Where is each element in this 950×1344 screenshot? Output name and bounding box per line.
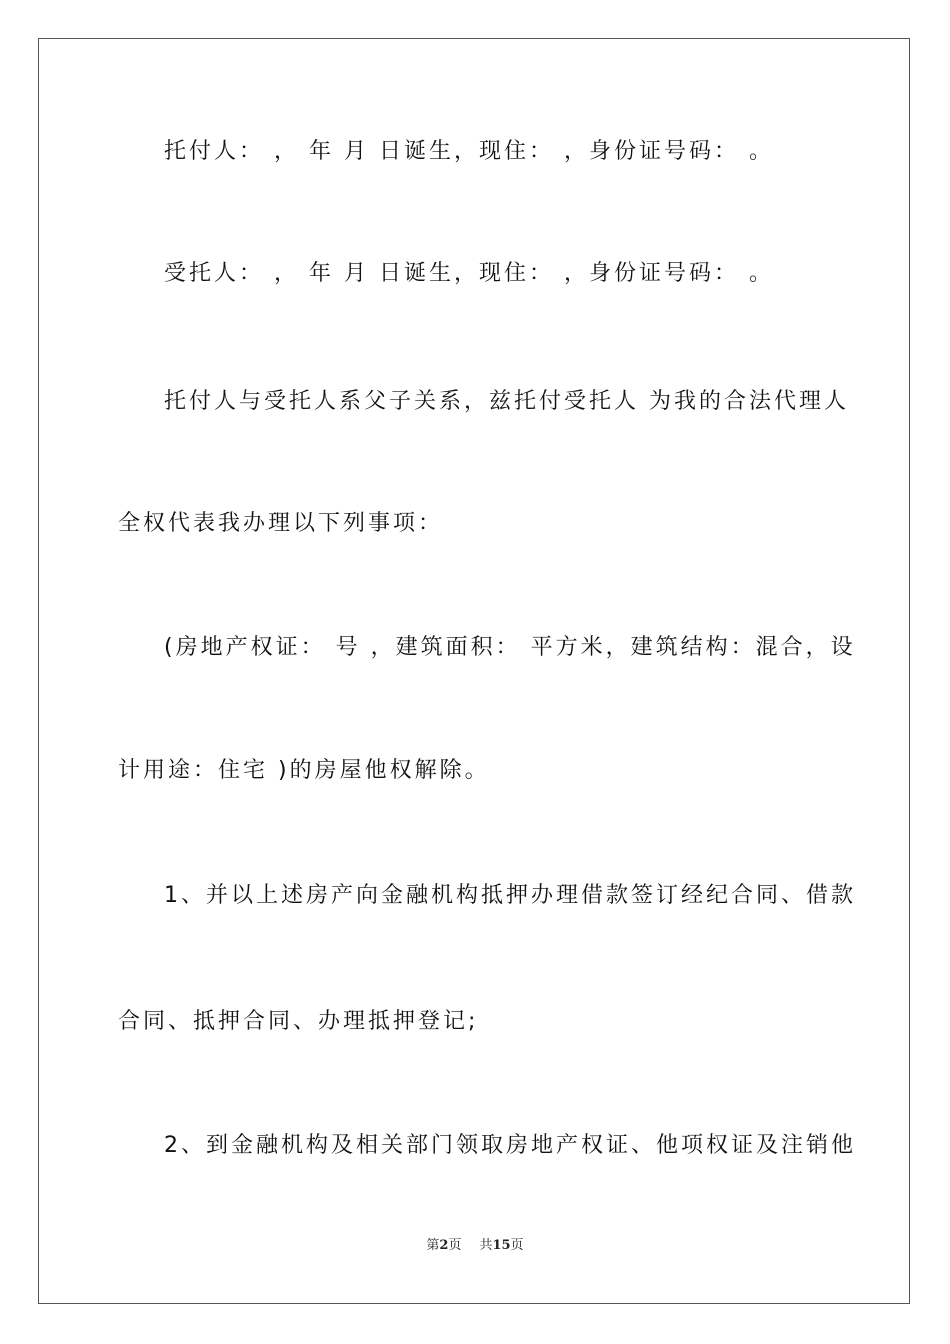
item-2-line: 2、到金融机构及相关部门领取房地产权证、他项权证及注销他	[164, 1133, 856, 1158]
delegatee-line: 受托人： ， 年 月 日诞生，现住： ，身份证号码： 。	[164, 261, 774, 286]
page-suffix: 页	[448, 1238, 462, 1253]
item-1-continuation-line: 合同、抵押合同、办理抵押登记;	[118, 1009, 479, 1034]
relationship-line: 托付人与受托人系父子关系，兹托付受托人 为我的合法代理人	[164, 389, 849, 414]
page-border	[38, 38, 910, 1304]
page-number: 2	[439, 1238, 449, 1253]
property-details-line: (房地产权证： 号 ，建筑面积： 平方米，建筑结构：混合，设	[164, 635, 856, 660]
authority-line: 全权代表我办理以下列事项：	[118, 511, 444, 536]
property-usage-line: 计用途：住宅 )的房屋他权解除。	[118, 758, 490, 783]
delegator-line: 托付人： ， 年 月 日诞生，现住： ，身份证号码： 。	[164, 139, 774, 164]
item-1-line: 1、并以上述房产向金融机构抵押办理借款签订经纪合同、借款	[164, 883, 856, 908]
total-pages: 15	[492, 1238, 511, 1253]
total-suffix: 页	[510, 1238, 524, 1253]
total-prefix: 共	[479, 1238, 493, 1253]
page-footer	[0, 1237, 950, 1255]
page-prefix: 第	[426, 1238, 440, 1253]
